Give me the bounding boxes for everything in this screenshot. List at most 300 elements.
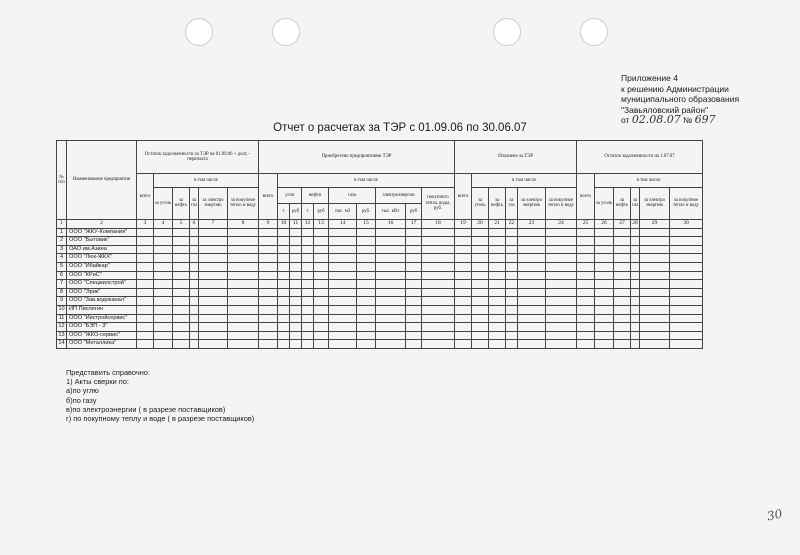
punch-hole-4 [580,18,608,46]
table-cell [422,228,455,237]
table-cell [314,280,329,289]
table-cell [631,323,640,332]
table-cell [290,245,302,254]
table-cell [154,228,173,237]
table-cell [489,340,506,349]
table-cell [670,245,703,254]
table-cell [173,245,190,254]
column-number: 14 [329,220,357,229]
punch-hole-3 [493,18,521,46]
table-cell [472,254,489,263]
table-cell [455,245,472,254]
table-cell [290,228,302,237]
unit-t: т [278,204,290,220]
table-cell [228,340,259,349]
table-cell [357,262,376,271]
table-cell [577,280,595,289]
table-cell [376,237,406,246]
table-cell [259,305,278,314]
table-cell [546,245,577,254]
column-number: 22 [506,220,518,229]
table-cell [506,297,518,306]
table-cell [173,288,190,297]
table-cell [546,280,577,289]
appendix-date: 02.08.07 [631,113,681,126]
row-number: 1 [57,228,67,237]
row-number: 13 [58,331,65,338]
table-cell [314,340,329,349]
punch-hole-1 [185,18,213,46]
table-cell [506,314,518,323]
table-cell [190,297,199,306]
table-cell [357,228,376,237]
table-cell [406,305,422,314]
table-cell [259,254,278,263]
table-cell [228,331,259,340]
row-company-name: ООО "Ибайкар" [67,262,137,271]
table-cell [595,280,614,289]
row-number: 8 [57,288,67,297]
table-cell [199,288,228,297]
table-cell [329,245,357,254]
table-cell [259,237,278,246]
table-cell [302,288,314,297]
table-cell [376,254,406,263]
table-row [57,305,703,314]
table-cell [154,288,173,297]
table-cell [137,340,154,349]
table-cell [577,297,595,306]
table-cell [670,331,703,340]
table-cell [455,254,472,263]
table-cell [518,331,546,340]
header-oil: за нефть [489,187,506,220]
table-cell [302,228,314,237]
table-cell [506,237,518,246]
column-number: 25 [577,220,595,229]
unit-rub: руб. [357,204,376,220]
row-number: 2 [57,237,67,246]
table-cell [577,254,595,263]
table-cell [357,305,376,314]
table-cell [406,262,422,271]
table-cell [506,305,518,314]
table-cell [489,314,506,323]
table-cell [546,323,577,332]
table-cell [546,254,577,263]
table-cell [595,254,614,263]
table-row [57,228,703,237]
table-cell [314,245,329,254]
table-cell [199,340,228,349]
table-cell [670,305,703,314]
table-cell [518,271,546,280]
header-incl: в том числе [595,174,703,188]
table-cell [137,245,154,254]
table-row [57,314,703,323]
table-cell [228,297,259,306]
table-cell [302,262,314,271]
table-cell [173,314,190,323]
row-number: 7 [57,280,67,289]
table-cell [631,340,640,349]
table-cell [302,314,314,323]
table-cell [259,271,278,280]
table-cell [190,245,199,254]
table-cell [290,288,302,297]
table-cell [631,314,640,323]
column-number: 19 [455,220,472,229]
row-number: 4 [57,254,67,263]
table-cell [173,323,190,332]
unit-kwh: тыс. кВт [376,204,406,220]
table-cell [489,297,506,306]
table-cell [190,271,199,280]
header-incl: в том числе [278,174,455,188]
notes-line: г) по покупному теплу и воде ( в разрезе поставщиков) [66,414,255,424]
table-cell [314,323,329,332]
table-cell [506,331,518,340]
header-total: всего [577,174,595,220]
table-cell [614,271,631,280]
appendix-number: 697 [694,113,716,126]
table-cell [670,323,703,332]
table-cell [302,271,314,280]
table-cell [278,314,290,323]
table-cell [290,331,302,340]
table-cell [506,323,518,332]
table-cell [137,228,154,237]
table-cell [357,237,376,246]
table-cell [154,254,173,263]
table-cell [290,305,302,314]
table-cell [376,271,406,280]
table-cell [228,262,259,271]
appendix-line: муниципального образования [621,94,740,104]
table-cell [357,245,376,254]
table-cell [357,331,376,340]
table-cell [259,262,278,271]
header-coal-qty: угля [278,187,302,204]
table-cell [406,340,422,349]
table-cell [278,228,290,237]
table-cell [518,314,546,323]
table-cell [329,331,357,340]
table-cell [357,340,376,349]
table-cell [472,305,489,314]
table-cell [290,262,302,271]
table-cell [546,271,577,280]
table-cell [670,314,703,323]
table-cell [290,323,302,332]
table-cell [154,271,173,280]
table-cell [640,297,670,306]
table-cell [455,262,472,271]
column-number: 17 [406,220,422,229]
table-cell [614,297,631,306]
table-cell [376,314,406,323]
table-cell [137,280,154,289]
table-cell [670,254,703,263]
table-cell [670,237,703,246]
table-cell [357,323,376,332]
table-cell [489,254,506,263]
table-cell [631,237,640,246]
table-cell [259,340,278,349]
table-cell [546,262,577,271]
table-row [57,254,703,263]
report-title: Отчет о расчетах за ТЭР с 01.09.06 по 30.06.07 [273,122,527,134]
table-cell [137,237,154,246]
table-cell [173,262,190,271]
column-number: 13 [314,220,329,229]
table-cell [595,297,614,306]
header-group-debt-end: Остаток задолженности на 1.07.07 [577,141,703,174]
table-cell [329,228,357,237]
table-cell [506,228,518,237]
table-cell [472,288,489,297]
table-cell [472,271,489,280]
header-electricity: за электро энергию [518,187,546,220]
table-cell [614,280,631,289]
header-total: всего [259,174,278,220]
table-cell [546,314,577,323]
table-cell [302,331,314,340]
column-number: 1 [57,220,67,229]
table-cell [614,323,631,332]
table-cell [670,288,703,297]
table-cell [314,305,329,314]
table-cell [422,323,455,332]
table-cell [228,254,259,263]
notes-line: б)по газу [66,395,97,405]
table-cell [406,331,422,340]
table-cell [472,280,489,289]
table-cell [518,297,546,306]
table-cell [455,297,472,306]
table-cell [472,237,489,246]
handwritten-page-mark: 30 [765,506,784,524]
table-cell [199,314,228,323]
table-cell [137,254,154,263]
table-cell [137,331,154,340]
table-cell [595,245,614,254]
table-cell [455,288,472,297]
table-cell [406,245,422,254]
table-cell [173,331,190,340]
table-cell [614,331,631,340]
header-heat: за покупное тепло и воду [546,187,577,220]
table-cell [577,340,595,349]
table-row [57,262,703,271]
table-cell [199,271,228,280]
notes-block [66,368,254,423]
table-cell [278,331,290,340]
table-cell [137,288,154,297]
column-number: 11 [290,220,302,229]
table-cell [278,237,290,246]
table-cell [154,314,173,323]
table-cell [631,228,640,237]
table-cell [199,305,228,314]
header-gas-qty: газа [329,187,376,204]
table-cell [614,245,631,254]
table-cell [595,288,614,297]
appendix-line: "Завьяловский район" [621,104,709,115]
table-cell [376,305,406,314]
table-cell [489,237,506,246]
table-cell [595,340,614,349]
table-cell [137,305,154,314]
table-cell [259,331,278,340]
column-number: 30 [670,220,703,229]
table-cell [314,314,329,323]
unit-rub: руб [290,204,302,220]
table-cell [577,331,595,340]
table-cell [455,340,472,349]
row-company-name: ООО "Металлика" [67,340,137,349]
table-cell [290,314,302,323]
table-cell [190,314,199,323]
table-cell [137,262,154,271]
table-cell [154,245,173,254]
row-number: 5 [57,262,67,271]
table-cell [137,323,154,332]
table-cell [546,305,577,314]
column-number: 12 [302,220,314,229]
table-cell [631,254,640,263]
column-number: 24 [546,220,577,229]
table-row [57,271,703,280]
table-cell [376,288,406,297]
table-cell [518,254,546,263]
row-number: 10 [58,306,65,313]
table-cell [422,280,455,289]
table-cell [518,245,546,254]
table-cell [154,331,173,340]
table-cell [518,305,546,314]
column-number: 3 [137,220,154,229]
report-table-wrapper [56,140,703,349]
table-cell [640,245,670,254]
table-cell [302,245,314,254]
table-cell [376,297,406,306]
table-cell [614,340,631,349]
header-electricity-qty: электроэнергии [376,187,422,204]
table-cell [422,297,455,306]
row-company-name: ООО "Иистройсервис" [67,314,137,323]
table-cell [154,305,173,314]
table-cell [455,237,472,246]
header-incl: в том числе [154,174,259,188]
table-cell [290,297,302,306]
appendix-number-prefix: № [683,115,693,125]
table-row [57,237,703,246]
table-cell [199,245,228,254]
table-cell [577,245,595,254]
table-cell [278,245,290,254]
table-cell [631,262,640,271]
appendix-block [621,73,739,126]
table-cell [190,262,199,271]
table-cell [199,297,228,306]
table-cell [595,331,614,340]
table-cell [631,245,640,254]
notes-line: 1) Акты сверки по: [66,377,129,387]
table-cell [259,323,278,332]
table-cell [302,323,314,332]
header-name: Наименование предприятия [67,141,137,220]
table-cell [314,271,329,280]
table-cell [154,280,173,289]
row-number: 6 [57,271,67,280]
table-cell [489,271,506,280]
header-oil: за нефть [614,187,631,220]
table-cell [640,262,670,271]
header-total: всего [137,174,154,220]
table-cell [595,305,614,314]
table-cell [329,340,357,349]
table-cell [173,271,190,280]
table-cell [302,340,314,349]
table-cell [506,280,518,289]
table-cell [640,314,670,323]
header-group-debt-start: Остаток задолженности за ТЭР на 01.09.06 + долг, - переплата [137,141,259,174]
table-cell [278,305,290,314]
table-cell [329,237,357,246]
header-group-purchased: Приобретено предприятиями ТЭР [259,141,455,174]
table-cell [640,323,670,332]
table-cell [489,262,506,271]
row-company-name: ООО "ЖКО-сервис" [67,331,137,340]
table-cell [518,237,546,246]
table-cell [357,297,376,306]
table-cell [472,245,489,254]
table-cell [228,288,259,297]
table-cell [173,280,190,289]
appendix-date-prefix: от [621,115,630,125]
table-cell [489,331,506,340]
table-cell [631,331,640,340]
table-cell [546,228,577,237]
table-cell [314,331,329,340]
table-cell [199,254,228,263]
table-cell [357,254,376,263]
table-cell [228,228,259,237]
table-cell [518,288,546,297]
table-cell [278,262,290,271]
row-number: 14 [58,340,65,347]
table-cell [314,297,329,306]
column-numbers-row [57,220,703,229]
table-cell [376,323,406,332]
table-cell [422,262,455,271]
table-cell [640,288,670,297]
column-number: 4 [154,220,173,229]
row-company-name: ООО "Эрик" [67,288,137,297]
table-cell [631,271,640,280]
table-cell [422,237,455,246]
table-cell [357,271,376,280]
table-cell [329,271,357,280]
header-heat-qty: покупного тепла, воды, руб. [422,187,455,220]
column-number: 5 [173,220,190,229]
column-number: 27 [614,220,631,229]
table-cell [406,314,422,323]
table-cell [670,271,703,280]
table-cell [472,340,489,349]
table-cell [631,288,640,297]
